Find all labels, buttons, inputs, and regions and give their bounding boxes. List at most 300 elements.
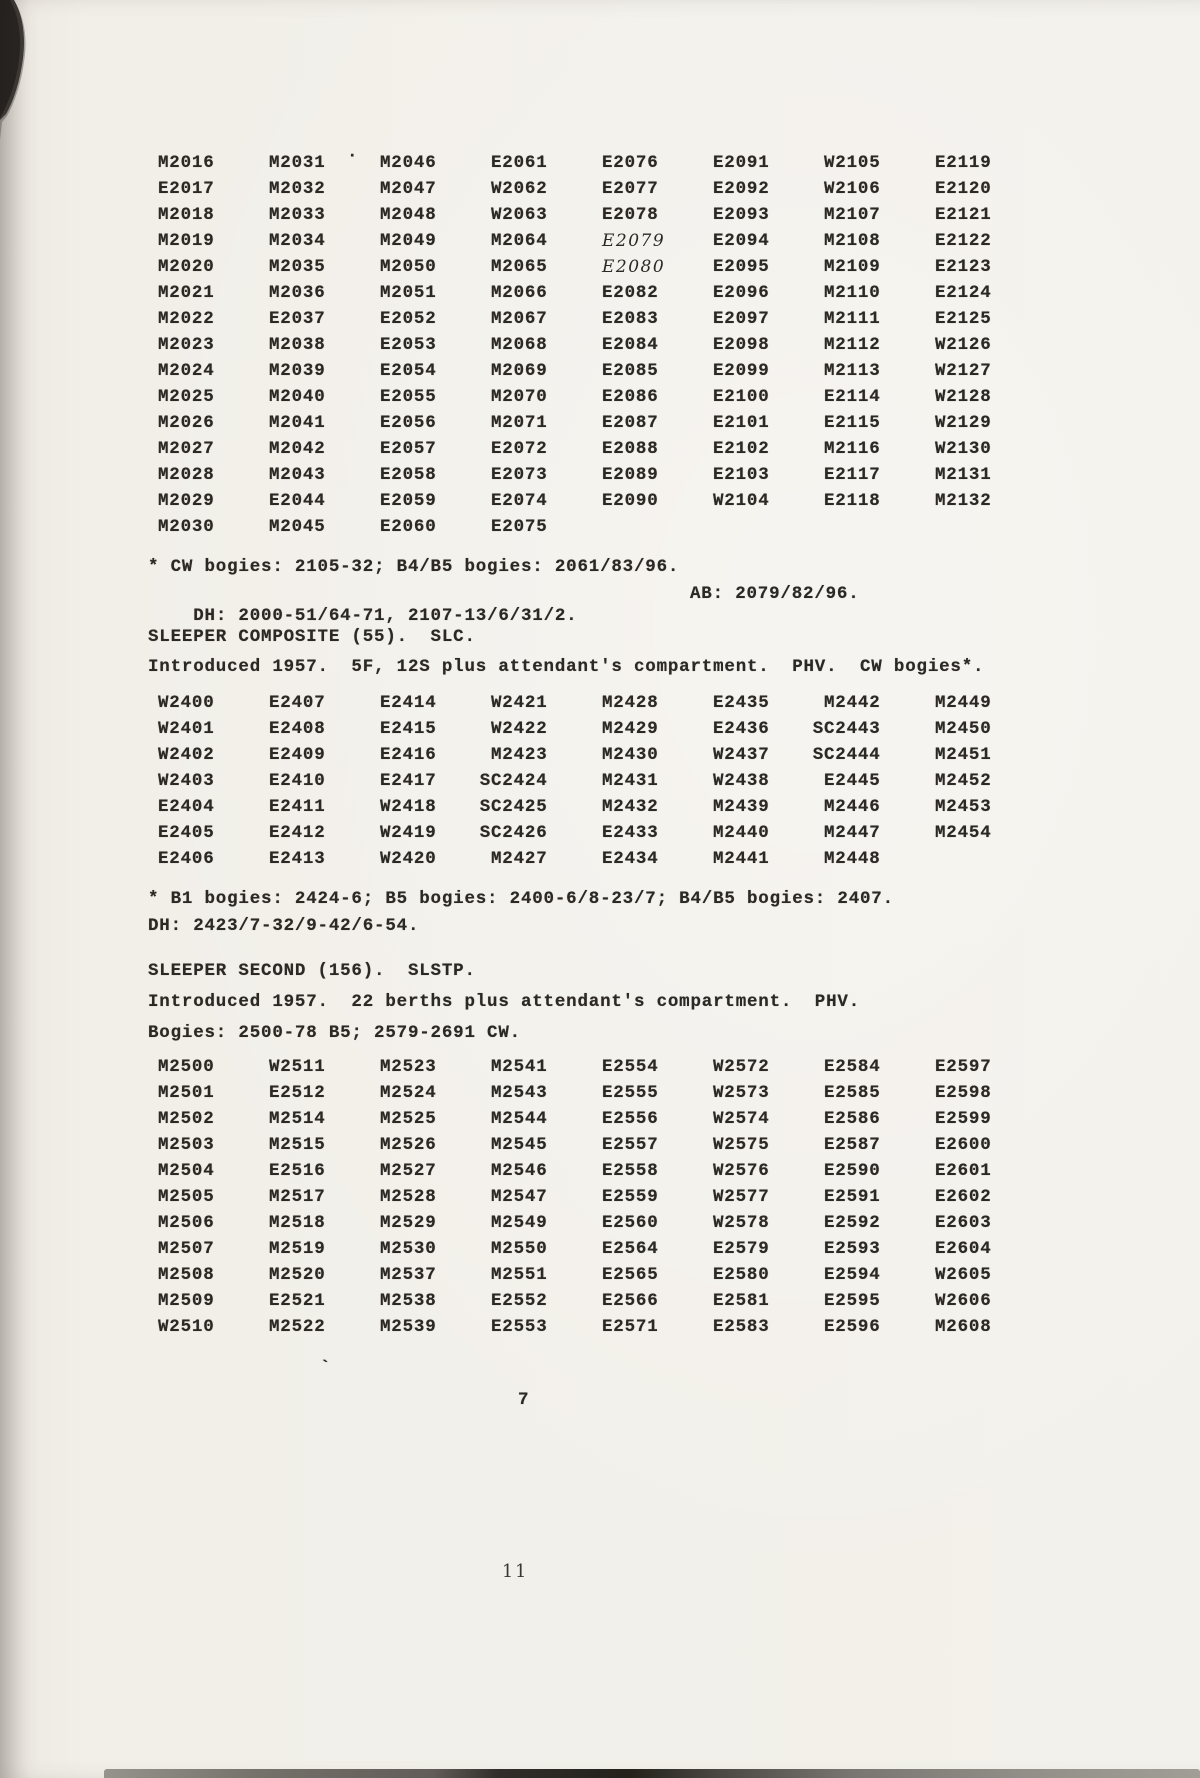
coach-number-cell: E2557 [602,1135,659,1155]
coach-number-cell: E2591 [824,1187,881,1207]
number-column [380,1054,491,1340]
number-column [602,150,713,540]
coach-number-cell: E2558 [602,1161,659,1181]
coach-number-cell: E2075 [491,517,548,537]
coach-number-cell: M2047 [380,179,437,199]
coach-number-cell: W2438 [713,771,770,791]
coach-number-cell: M2023 [158,335,215,355]
coach-number-cell: M2045 [269,517,326,537]
coach-number-cell: M2524 [380,1083,437,1103]
coach-number-cell: M2519 [269,1239,326,1259]
coach-number-cell: E2571 [602,1317,659,1337]
section-intro-sleeper-composite: Introduced 1957. 5F, 12S plus attendant's compartment. PHV. CW bogies*. [148,657,985,677]
coach-number-cell: W2578 [713,1213,770,1233]
coach-number-cell: E2093 [713,205,770,225]
coach-number-cell: E2521 [269,1291,326,1311]
coach-number-cell: E2512 [269,1083,326,1103]
coach-number-cell: M2112 [824,335,881,355]
coach-number-cell: E2597 [935,1057,992,1077]
coach-number-cell: W2422 [491,719,548,739]
coach-number-cell: E2590 [824,1161,881,1181]
coach-number-cell: E2054 [380,361,437,381]
coach-number-cell: M2048 [380,205,437,225]
coach-number-cell: E2415 [380,719,437,739]
coach-number-cell: E2118 [824,491,881,511]
coach-number-cell: E2083 [602,309,659,329]
coach-number-cell: M2507 [158,1239,215,1259]
coach-number-cell: E2078 [602,205,659,225]
coach-number-cell: W2402 [158,745,215,765]
coach-number-cell: W2126 [935,335,992,355]
coach-number-cell: E2091 [713,153,770,173]
coach-number-cell: W2129 [935,413,992,433]
coach-number-cell: M2110 [824,283,881,303]
number-column [491,1054,602,1340]
coach-number-cell: M2522 [269,1317,326,1337]
coach-number-cell: E2433 [602,823,659,843]
coach-number-cell: E2059 [380,491,437,511]
section-title-sleeper-composite: SLEEPER COMPOSITE (55). SLC. [148,627,476,647]
coach-number-table-sleeper-second [158,1054,1046,1340]
footnote-dh: DH: 2000-51/64-71, 2107-13/6/31/2. [193,606,578,626]
coach-number-cell: E2405 [158,823,215,843]
coach-number-cell: E2565 [602,1265,659,1285]
coach-number-cell: W2130 [935,439,992,459]
coach-number-cell: W2420 [380,849,437,869]
coach-number-cell: M2503 [158,1135,215,1155]
coach-number-cell: E2102 [713,439,770,459]
coach-number-cell: M2543 [491,1083,548,1103]
typed-page-number: 7 [518,1390,531,1410]
coach-number-cell: M2036 [269,283,326,303]
footnote-cw-bogies: * CW bogies: 2105-32; B4/B5 bogies: 2061/83/96. [148,557,680,577]
coach-number-cell: W2105 [824,153,881,173]
coach-number-cell: E2125 [935,309,992,329]
coach-number-cell: M2132 [935,491,992,511]
coach-number-cell: M2026 [158,413,215,433]
coach-number-cell: E2417 [380,771,437,791]
coach-number-cell: W2403 [158,771,215,791]
coach-number-cell: M2067 [491,309,548,329]
footnote-dh-composite: DH: 2423/7-32/9-42/6-54. [148,916,420,936]
coach-number-cell: E2583 [713,1317,770,1337]
coach-number-cell: E2585 [824,1083,881,1103]
coach-number-cell: M2608 [935,1317,992,1337]
coach-number-cell: E2088 [602,439,659,459]
number-column [269,1054,380,1340]
coach-number-cell: M2551 [491,1265,548,1285]
number-column [935,690,1046,872]
number-column [158,150,269,540]
coach-number-cell: E2413 [269,849,326,869]
coach-number-cell: SC2444 [812,745,881,765]
coach-number-cell: E2099 [713,361,770,381]
coach-number-cell: E2598 [935,1083,992,1103]
coach-number-cell: M2111 [824,309,881,329]
coach-number-cell: E2073 [491,465,548,485]
coach-number-cell: E2085 [602,361,659,381]
coach-number-cell: E2123 [935,257,992,277]
coach-number-cell: E2044 [269,491,326,511]
number-column [158,690,269,872]
coach-number-cell: E2603 [935,1213,992,1233]
coach-number-cell: M2024 [158,361,215,381]
coach-number-cell: M2032 [269,179,326,199]
coach-number-cell: M2431 [602,771,659,791]
coach-number-cell: M2502 [158,1109,215,1129]
number-column [380,690,491,872]
coach-number-cell: M2517 [269,1187,326,1207]
coach-number-cell: E2060 [380,517,437,537]
coach-number-cell: E2082 [602,283,659,303]
number-column [491,150,602,540]
coach-number-cell: E2074 [491,491,548,511]
coach-number-cell: M2541 [491,1057,548,1077]
coach-number-cell: M2528 [380,1187,437,1207]
coach-number-cell: W2437 [713,745,770,765]
coach-number-cell: E2412 [269,823,326,843]
coach-number-cell: M2450 [935,719,992,739]
coach-number-cell: E2056 [380,413,437,433]
coach-number-cell: M2107 [824,205,881,225]
coach-number-cell: W2511 [269,1057,326,1077]
coach-number-cell: M2506 [158,1213,215,1233]
coach-number-cell: M2428 [602,693,659,713]
coach-number-cell: M2432 [602,797,659,817]
coach-number-cell: E2594 [824,1265,881,1285]
coach-number-cell: E2089 [602,465,659,485]
coach-number-cell: M2508 [158,1265,215,1285]
coach-number-cell: M2021 [158,283,215,303]
coach-number-cell: W2104 [713,491,770,511]
coach-number-cell: E2122 [935,231,992,251]
scanner-edge-artifact [104,1769,1200,1778]
coach-number-cell: W2127 [935,361,992,381]
coach-number-cell: E2098 [713,335,770,355]
coach-number-cell: M2027 [158,439,215,459]
coach-number-cell: E2121 [935,205,992,225]
coach-number-cell: M2448 [824,849,881,869]
coach-number-cell: M2509 [158,1291,215,1311]
coach-number-cell: M2029 [158,491,215,511]
coach-number-cell: E2566 [602,1291,659,1311]
coach-number-cell: E2086 [602,387,659,407]
number-column [269,150,380,540]
coach-number-cell: E2584 [824,1057,881,1077]
coach-number-cell: E2553 [491,1317,548,1337]
coach-number-cell: M2454 [935,823,992,843]
coach-number-cell: M2043 [269,465,326,485]
coach-number-cell: E2055 [380,387,437,407]
coach-number-cell: M2449 [935,693,992,713]
coach-number-cell: E2092 [713,179,770,199]
coach-number-cell: E2445 [824,771,881,791]
coach-number-cell: W2106 [824,179,881,199]
section-bogies-sleeper-second: Bogies: 2500-78 B5; 2579-2691 CW. [148,1023,521,1043]
coach-number-cell: E2593 [824,1239,881,1259]
coach-number-cell: M2526 [380,1135,437,1155]
coach-number-cell: M2042 [269,439,326,459]
coach-number-cell: E2037 [269,309,326,329]
number-column [158,1054,269,1340]
coach-number-cell: M2537 [380,1265,437,1285]
coach-number-cell: E2114 [824,387,881,407]
coach-number-cell: M2440 [713,823,770,843]
coach-number-table-top [158,150,1046,540]
number-column [824,1054,935,1340]
coach-number-cell: M2546 [491,1161,548,1181]
coach-number-cell: E2124 [935,283,992,303]
coach-number-cell: E2100 [713,387,770,407]
coach-number-cell: M2430 [602,745,659,765]
coach-number-cell: W2605 [935,1265,992,1285]
coach-number-cell: M2038 [269,335,326,355]
coach-number-cell: E2084 [602,335,659,355]
coach-number-cell: M2500 [158,1057,215,1077]
coach-number-table-sleeper-composite [158,690,1046,872]
coach-number-cell: E2101 [713,413,770,433]
number-column [602,1054,713,1340]
coach-number-cell: M2030 [158,517,215,537]
coach-number-cell: E2096 [713,283,770,303]
coach-number-cell: E2077 [602,179,659,199]
coach-number-cell: M2071 [491,413,548,433]
coach-number-cell: M2040 [269,387,326,407]
coach-number-cell: M2452 [935,771,992,791]
section-intro-sleeper-second: Introduced 1957. 22 berths plus attendant's compartment. PHV. [148,992,861,1012]
coach-number-cell: M2451 [935,745,992,765]
coach-number-cell: M2033 [269,205,326,225]
coach-number-cell: M2039 [269,361,326,381]
coach-number-cell: SC2426 [479,823,548,843]
coach-number-cell: M2025 [158,387,215,407]
coach-number-cell: M2131 [935,465,992,485]
coach-number-cell: M2501 [158,1083,215,1103]
coach-number-cell: E2115 [824,413,881,433]
coach-number-cell: M2064 [491,231,548,251]
coach-number-cell: W2128 [935,387,992,407]
coach-number-cell: M2020 [158,257,215,277]
coach-number-cell: E2592 [824,1213,881,1233]
coach-number-cell: E2410 [269,771,326,791]
coach-number-cell: W2576 [713,1161,770,1181]
coach-number-cell: M2116 [824,439,881,459]
number-column [713,1054,824,1340]
coach-number-cell: SC2424 [479,771,548,791]
coach-number-cell: E2072 [491,439,548,459]
coach-number-cell: M2530 [380,1239,437,1259]
coach-number-cell: E2120 [935,179,992,199]
coach-number-cell: M2538 [380,1291,437,1311]
coach-number-cell: E2601 [935,1161,992,1181]
coach-number-cell: M2113 [824,361,881,381]
coach-number-cell: E2057 [380,439,437,459]
number-column [824,150,935,540]
coach-number-cell: W2573 [713,1083,770,1103]
coach-number-cell: W2574 [713,1109,770,1129]
coach-number-cell: E2080 [602,257,666,277]
coach-number-cell: M2518 [269,1213,326,1233]
coach-number-cell: M2447 [824,823,881,843]
coach-number-cell: W2575 [713,1135,770,1155]
coach-number-cell: E2406 [158,849,215,869]
coach-number-cell: M2446 [824,797,881,817]
coach-number-cell: E2408 [269,719,326,739]
coach-number-cell: E2600 [935,1135,992,1155]
coach-number-cell: E2411 [269,797,326,817]
coach-number-cell: E2564 [602,1239,659,1259]
coach-number-cell: E2087 [602,413,659,433]
coach-number-cell: M2034 [269,231,326,251]
coach-number-cell: M2050 [380,257,437,277]
coach-number-cell: W2606 [935,1291,992,1311]
coach-number-cell: E2117 [824,465,881,485]
coach-number-cell: W2572 [713,1057,770,1077]
footnote-b1-b5-bogies: * B1 bogies: 2424-6; B5 bogies: 2400-6/8-23/7; B4/B5 bogies: 2407. [148,889,894,909]
coach-number-cell: E2579 [713,1239,770,1259]
coach-number-cell: M2529 [380,1213,437,1233]
coach-number-cell: M2016 [158,153,215,173]
coach-number-cell: E2416 [380,745,437,765]
coach-number-cell: M2051 [380,283,437,303]
coach-number-cell: M2429 [602,719,659,739]
coach-number-cell: E2079 [602,231,666,251]
coach-number-cell: M2046 [380,153,437,173]
coach-number-cell: M2441 [713,849,770,869]
coach-number-cell: M2514 [269,1109,326,1129]
coach-number-cell: M2525 [380,1109,437,1129]
number-column [713,690,824,872]
coach-number-cell: E2552 [491,1291,548,1311]
section-title-sleeper-second: SLEEPER SECOND (156). SLSTP. [148,961,476,981]
coach-number-cell: E2435 [713,693,770,713]
coach-number-cell: M2442 [824,693,881,713]
coach-number-cell: M2515 [269,1135,326,1155]
coach-number-cell: E2095 [713,257,770,277]
number-column [713,150,824,540]
number-column [935,1054,1046,1340]
coach-number-cell: E2560 [602,1213,659,1233]
coach-number-cell: E2586 [824,1109,881,1129]
number-column [479,690,602,872]
coach-number-cell: M2505 [158,1187,215,1207]
number-column [935,150,1046,540]
book-spine-scan-artifact [0,0,40,140]
coach-number-cell: E2554 [602,1057,659,1077]
coach-number-cell: M2539 [380,1317,437,1337]
coach-number-cell: M2527 [380,1161,437,1181]
coach-number-cell: M2547 [491,1187,548,1207]
coach-number-cell: E2103 [713,465,770,485]
coach-number-cell: E2556 [602,1109,659,1129]
coach-number-cell: W2419 [380,823,437,843]
coach-number-cell: M2068 [491,335,548,355]
coach-number-cell: E2053 [380,335,437,355]
coach-number-cell: E2516 [269,1161,326,1181]
coach-number-cell: M2019 [158,231,215,251]
stray-apostrophe-mark: ` [320,1358,331,1378]
coach-number-cell: E2119 [935,153,992,173]
coach-number-cell: E2599 [935,1109,992,1129]
coach-number-cell: W2063 [491,205,548,225]
number-column [380,150,491,540]
coach-number-cell: M2031 [269,153,326,173]
coach-number-cell: SC2425 [479,797,548,817]
coach-number-cell: M2018 [158,205,215,225]
coach-number-cell: E2604 [935,1239,992,1259]
coach-number-cell: M2022 [158,309,215,329]
coach-number-cell: E2409 [269,745,326,765]
coach-number-cell: M2108 [824,231,881,251]
coach-number-cell: M2069 [491,361,548,381]
coach-number-cell: W2400 [158,693,215,713]
coach-number-cell: E2414 [380,693,437,713]
coach-number-cell: E2058 [380,465,437,485]
coach-number-cell: M2544 [491,1109,548,1129]
coach-number-cell: W2401 [158,719,215,739]
coach-number-cell: M2504 [158,1161,215,1181]
coach-number-cell: W2577 [713,1187,770,1207]
coach-number-cell: M2035 [269,257,326,277]
coach-number-cell: SC2443 [812,719,881,739]
coach-number-cell: E2596 [824,1317,881,1337]
coach-number-cell: M2028 [158,465,215,485]
footnote-ab: AB: 2079/82/96. [690,584,860,604]
number-column [602,690,713,872]
coach-number-cell: E2052 [380,309,437,329]
number-column [269,690,380,872]
coach-number-cell: M2041 [269,413,326,433]
coach-number-cell: E2407 [269,693,326,713]
coach-number-cell: M2453 [935,797,992,817]
coach-number-cell: W2510 [158,1317,215,1337]
stray-dot-mark: · [347,146,358,166]
coach-number-cell: E2097 [713,309,770,329]
coach-number-cell: E2094 [713,231,770,251]
number-column [812,690,935,872]
coach-number-cell: E2017 [158,179,215,199]
coach-number-cell: E2436 [713,719,770,739]
coach-number-cell: M2109 [824,257,881,277]
coach-number-cell: M2066 [491,283,548,303]
coach-number-cell: E2595 [824,1291,881,1311]
coach-number-cell: W2421 [491,693,548,713]
coach-number-cell: M2545 [491,1135,548,1155]
coach-number-cell: M2550 [491,1239,548,1259]
coach-number-cell: W2062 [491,179,548,199]
coach-number-cell: M2427 [491,849,548,869]
coach-number-cell: W2418 [380,797,437,817]
coach-number-cell: E2580 [713,1265,770,1285]
coach-number-cell: E2404 [158,797,215,817]
coach-number-cell: E2581 [713,1291,770,1311]
coach-number-cell: E2076 [602,153,659,173]
coach-number-cell: E2061 [491,153,548,173]
coach-number-cell: M2049 [380,231,437,251]
printed-page-number: 11 [502,1562,529,1582]
coach-number-cell: M2523 [380,1057,437,1077]
coach-number-cell: E2555 [602,1083,659,1103]
coach-number-cell: M2520 [269,1265,326,1285]
coach-number-cell: E2602 [935,1187,992,1207]
coach-number-cell: E2559 [602,1187,659,1207]
coach-number-cell: M2423 [491,745,548,765]
coach-number-cell: M2065 [491,257,548,277]
coach-number-cell: E2434 [602,849,659,869]
coach-number-cell: E2090 [602,491,659,511]
coach-number-cell: M2070 [491,387,548,407]
coach-number-cell: M2549 [491,1213,548,1233]
